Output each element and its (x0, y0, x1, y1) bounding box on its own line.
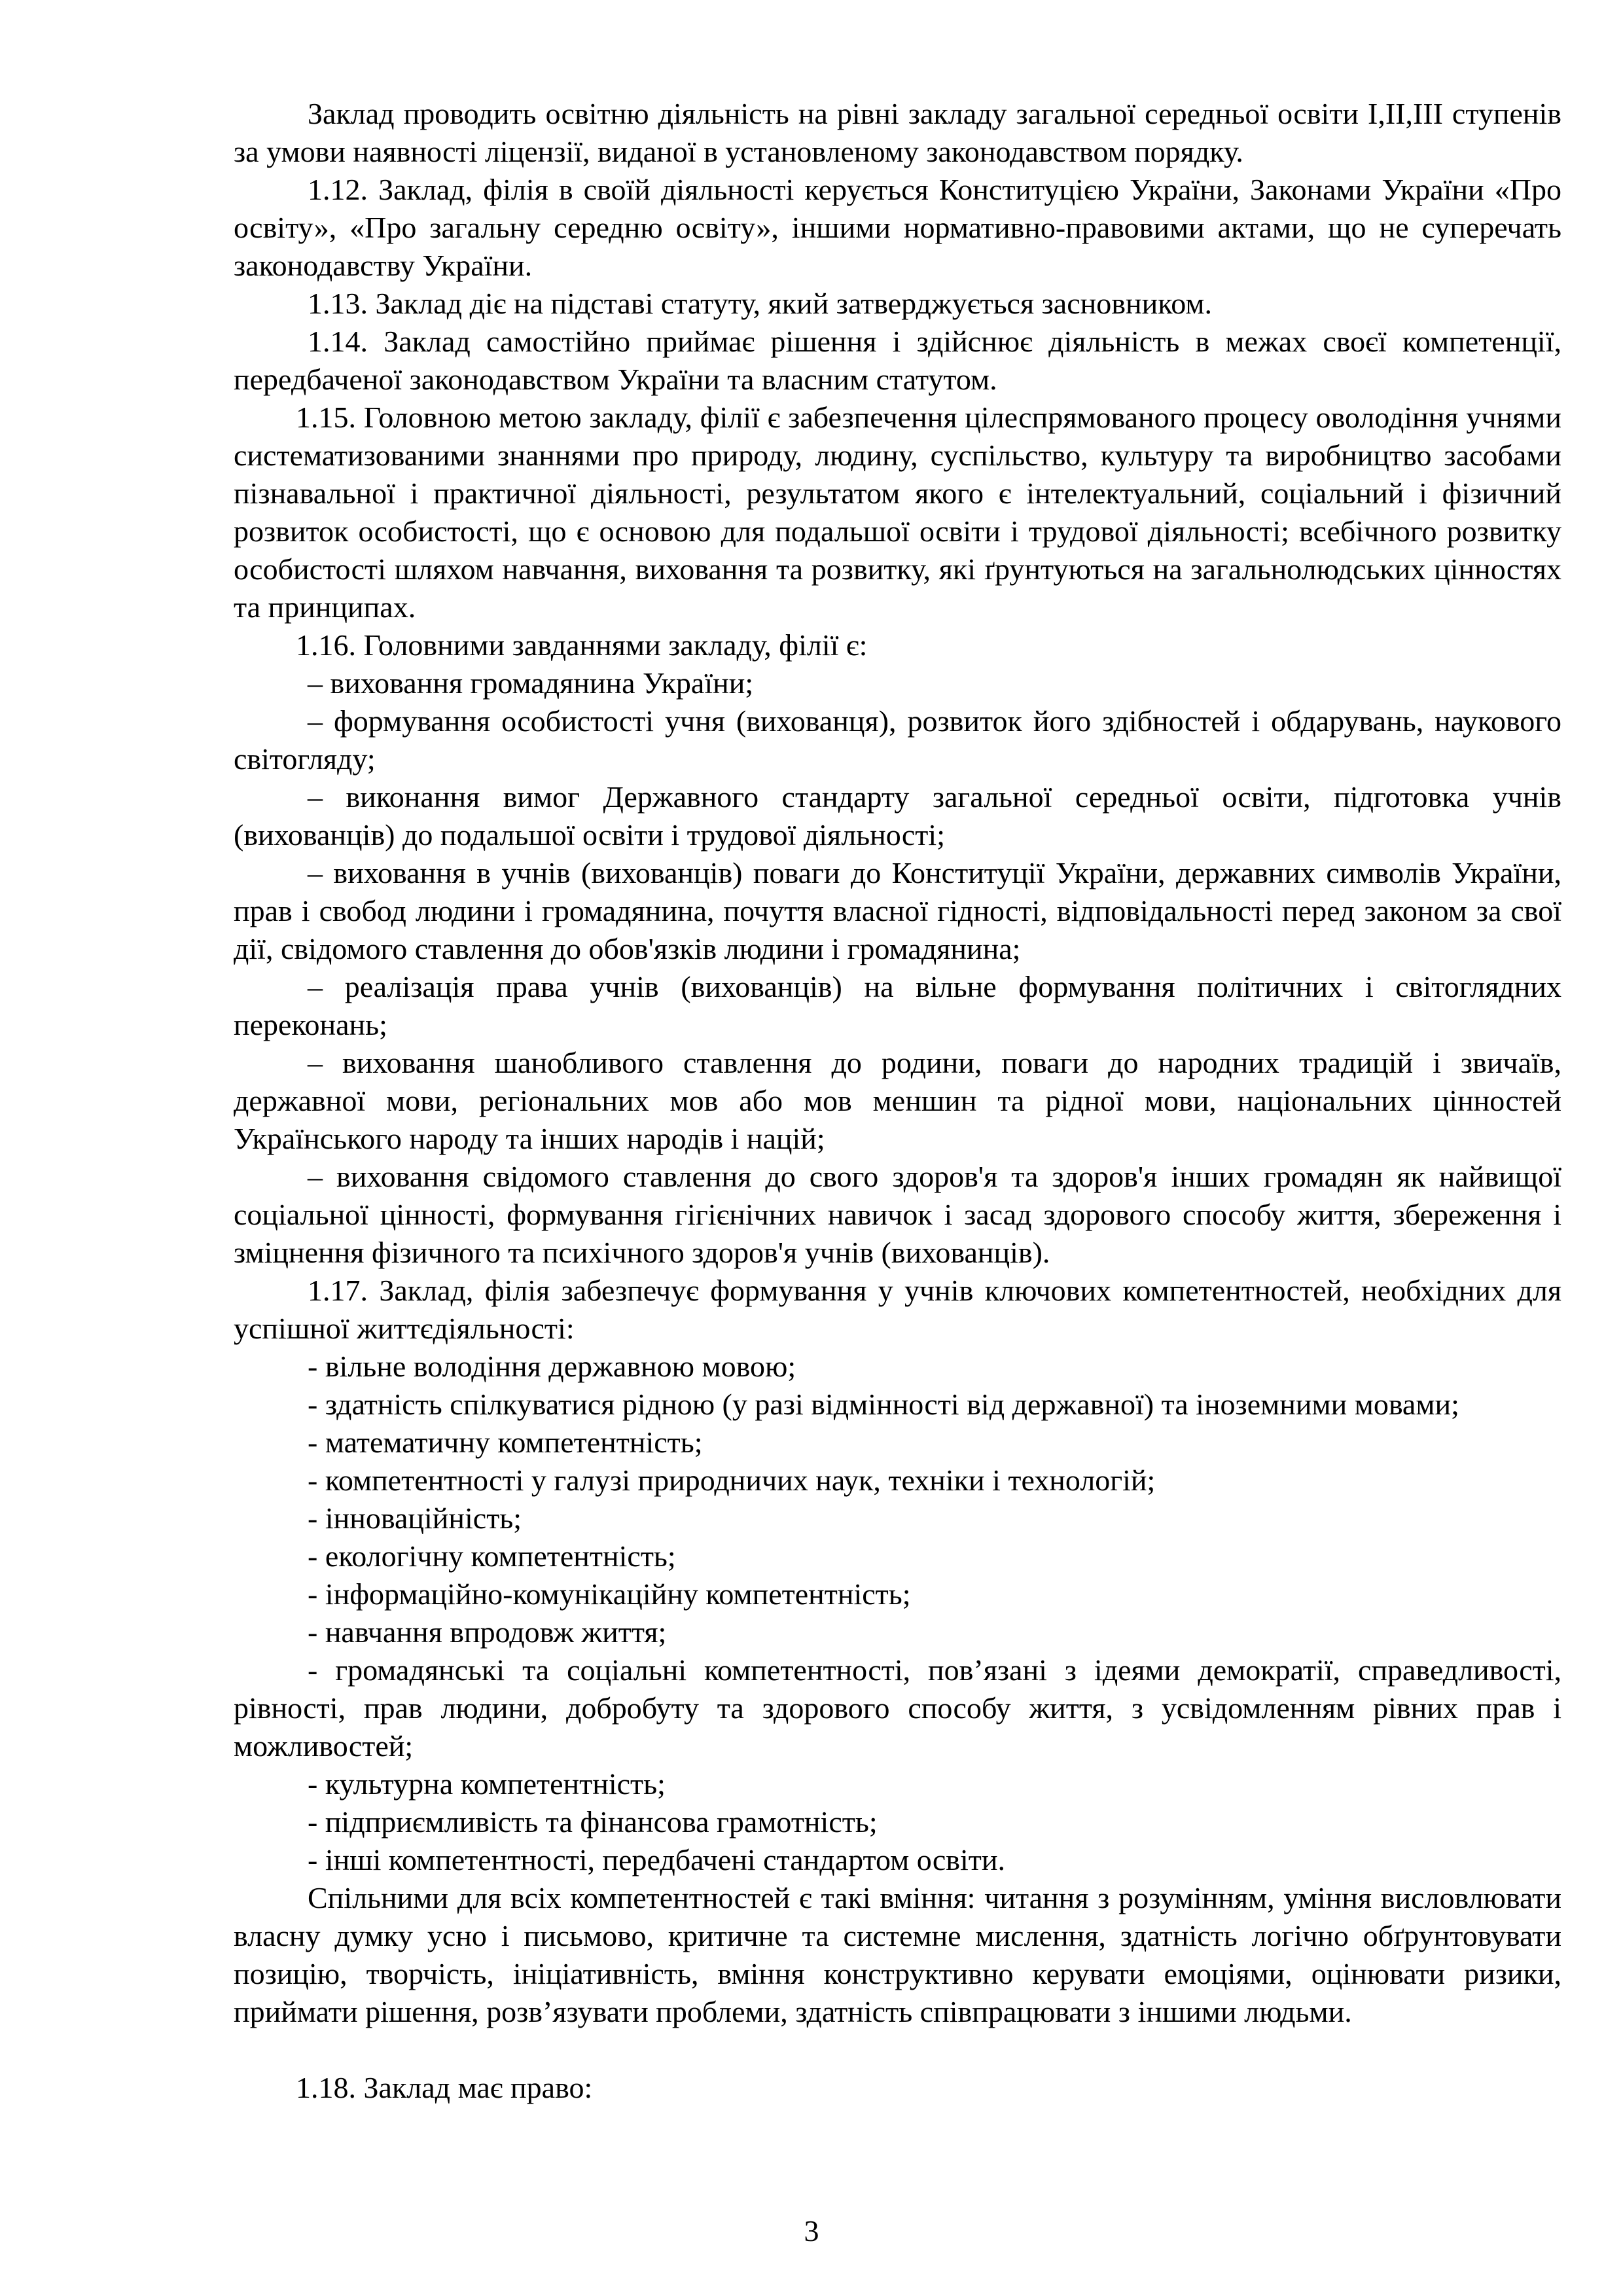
list-item-competence: - інші компетентності, передбачені стандартом освіти. (308, 1843, 1006, 1876)
list-item-competence: - культурна компетентність; (308, 1767, 666, 1801)
paragraph-1-13: 1.13. Заклад діє на підставі статуту, який затверджується засновником. (308, 287, 1212, 320)
paragraph-1-12: 1.12. Заклад, філія в своїй діяльності керується Конституцією України, Законами України «Про освіту», «Про загальну середню освіту», іншими нормативно-правовими актами, що не суперечать законодавству України. (234, 173, 1561, 282)
list-item-competence: - підприємливість та фінансова грамотність; (308, 1805, 878, 1839)
paragraph-1-17: 1.17. Заклад, філія забезпечує формування у учнів ключових компетентностей, необхідних для успішної життєдіяльності: (234, 1274, 1561, 1345)
list-item-task: – виховання шанобливого ставлення до родини, поваги до народних традицій і звичаїв, державної мови, регіональних мов або мов меншин та рідної мови, національних цінностей Українського народу та інших народів і націй; (234, 1046, 1561, 1155)
page-number: 3 (804, 2214, 819, 2248)
list-item-competence: - вільне володіння державною мовою; (308, 1350, 796, 1383)
list-item-competence: - екологічну компетентність; (308, 1539, 676, 1573)
list-item-competence: - навчання впродовж життя; (308, 1615, 667, 1649)
paragraph-1-15: 1.15. Головною метою закладу, філії є забезпечення цілеспрямованого процесу оволодіння учнями систематизованими знаннями про природу, людину, суспільство, культуру та виробництво засобами пізнавальної і практичної діяльності, результатом якого є інтелектуальний, соціальний і фізичний розвиток особистості, що є основою для подальшої освіти і трудової діяльності; всебічного розвитку особистості шляхом навчання, виховання та розвитку, які ґрунтуються на загальнолюдських цінностях та принципах. (234, 401, 1561, 624)
list-item-task: – виховання в учнів (вихованців) поваги до Конституції України, державних символів України, прав і свобод людини і громадянина, почуття власної гідності, відповідальності перед законом за свої дії, свідомого ставлення до обов'язків людини і громадянина; (234, 856, 1561, 965)
list-item-competence: - громадянські та соціальні компетентності, пов’язані з ідеями демократії, справедливості, рівності, прав людини, добробуту та здорового способу життя, з усвідомленням рівних прав і можливостей; (234, 1653, 1561, 1763)
list-item-task: – виховання свідомого ставлення до свого здоров'я та здоров'я інших громадян як найвищої соціальної цінності, формування гігієнічних навичок і засад здорового способу життя, збереження і зміцнення фізичного та психічного здоров'я учнів (вихованців). (234, 1160, 1561, 1269)
list-item-task: – виконання вимог Державного стандарту загальної середньої освіти, підготовка учнів (вихованців) до подальшої освіти і трудової діяльності; (234, 780, 1561, 852)
list-item-competence: - здатність спілкуватися рідною (у разі відмінності від державної) та іноземними мовами; (308, 1388, 1459, 1421)
document-page (234, 95, 1561, 2107)
list-item-competence: - інформаційно-комунікаційну компетентність; (308, 1577, 911, 1611)
paragraph-licensing: Заклад проводить освітню діяльність на рівні закладу загальної середньої освіти I,II,III ступенів за умови наявності ліцензії, виданої в установленому законодавством порядку. (234, 97, 1561, 168)
paragraph-1-18: 1.18. Заклад має право: (296, 2071, 593, 2104)
list-item-task: – формування особистості учня (вихованця), розвиток його здібностей і обдарувань, наукового світогляду; (234, 704, 1561, 776)
list-item-competence: - математичну компетентність; (308, 1426, 703, 1459)
paragraph-common-skills: Спільними для всіх компетентностей є такі вміння: читання з розумінням, уміння висловлювати власну думку усно і письмово, критичне та системне мислення, здатність логічно обґрунтовувати позицію, творчість, ініціативність, вміння конструктивно керувати емоціями, оцінювати ризики, приймати рішення, розв’язувати проблеми, здатність співпрацювати з іншими людьми. (234, 1881, 1561, 2028)
paragraph-1-14: 1.14. Заклад самостійно приймає рішення і здійснює діяльність в межах своєї компетенції, передбаченої законодавством України та власним статутом. (234, 325, 1561, 396)
list-item-task: – реалізація права учнів (вихованців) на вільне формування політичних і світоглядних переконань; (234, 970, 1561, 1041)
list-item-competence: - компетентності у галузі природничих наук, техніки і технологій; (308, 1463, 1156, 1497)
paragraph-1-16: 1.16. Головними завданнями закладу, філії є: (296, 628, 868, 662)
list-item-competence: - інноваційність; (308, 1501, 522, 1535)
list-item-task: – виховання громадянина України; (308, 666, 754, 700)
